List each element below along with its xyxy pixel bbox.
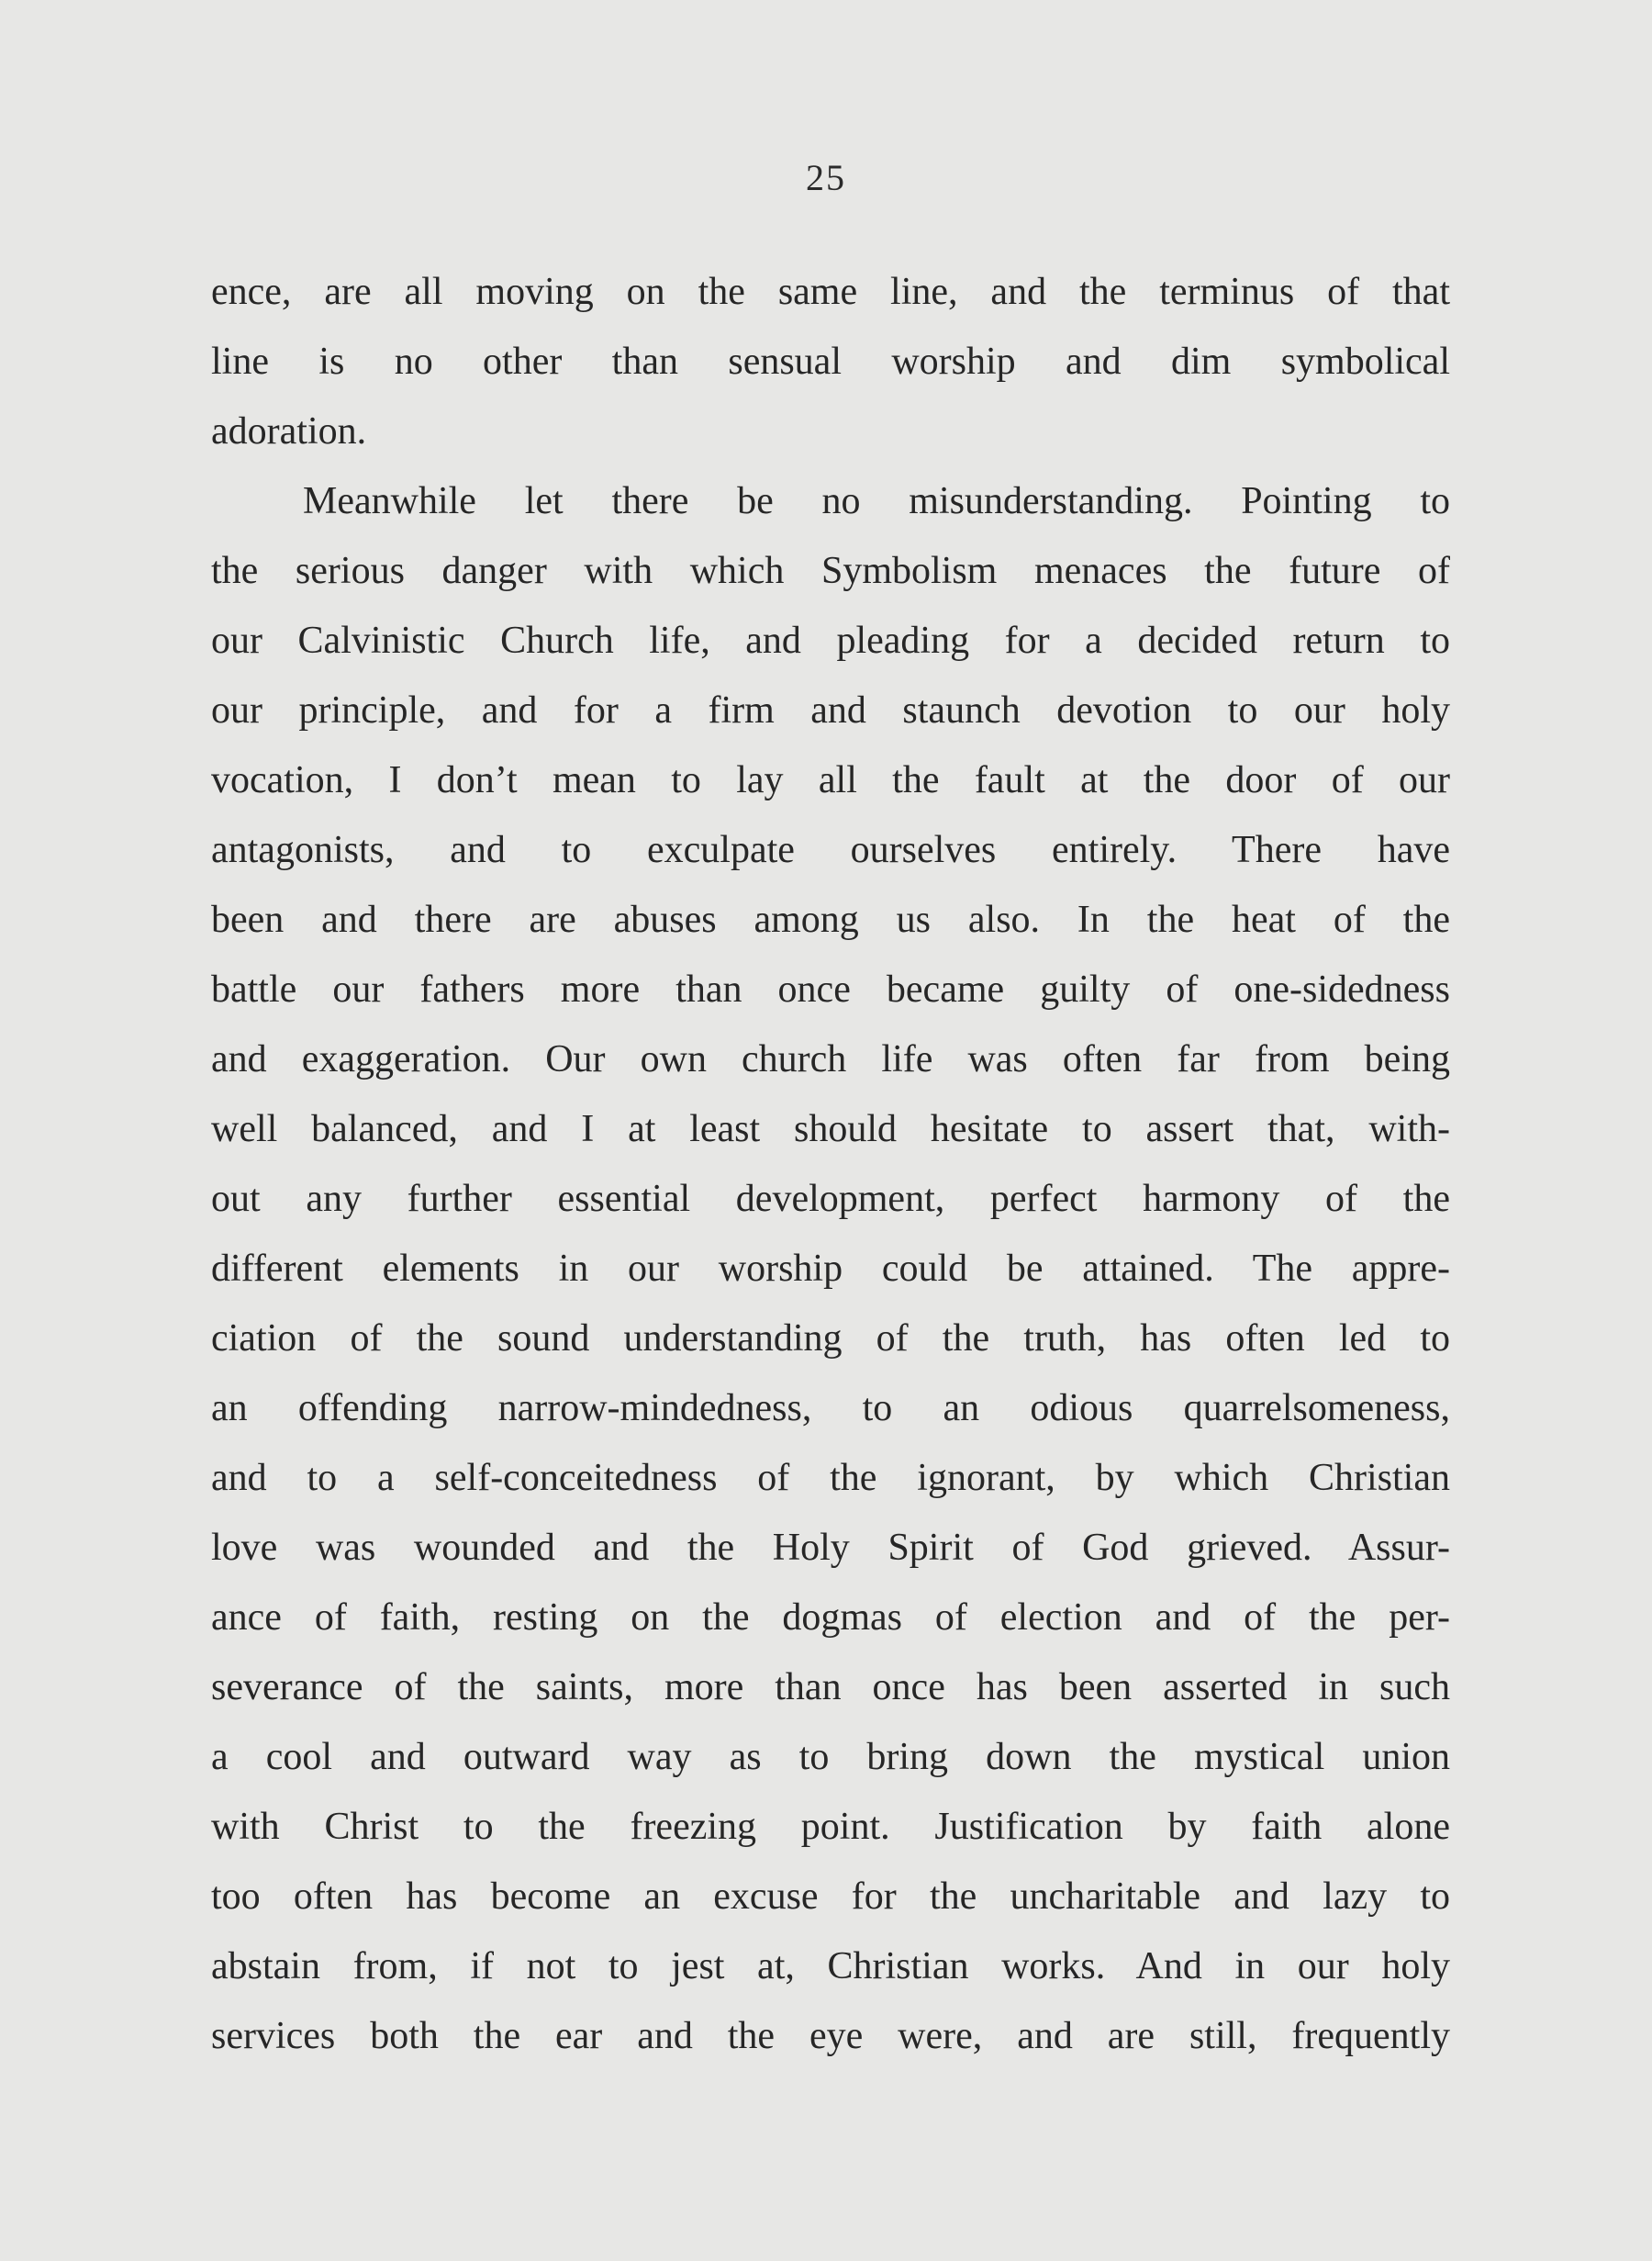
text-line: love was wounded and the Holy Spirit of God grieved. Assur- bbox=[211, 1527, 1450, 1569]
text-line: been and there are abuses among us also. In the heat of the bbox=[211, 899, 1450, 941]
text-line: different elements in our worship could be attained. The appre- bbox=[211, 1248, 1450, 1290]
text-line: severance of the saints, more than once has been asserted in such bbox=[211, 1666, 1450, 1708]
text-line: line is no other than sensual worship and dim symbolical bbox=[211, 341, 1450, 383]
text-line: adoration. bbox=[211, 410, 367, 453]
text-line: the serious danger with which Symbolism menaces the future of bbox=[211, 550, 1450, 592]
text-line: battle our fathers more than once became guilty of one-sidedness bbox=[211, 968, 1450, 1011]
text-line: out any further essential development, perfect harmony of the bbox=[211, 1178, 1450, 1220]
text-line: ance of faith, resting on the dogmas of election and of the per- bbox=[211, 1596, 1450, 1639]
text-line: ciation of the sound understanding of the truth, has often led to bbox=[211, 1317, 1450, 1360]
body-text bbox=[211, 257, 1450, 2071]
text-line: too often has become an excuse for the uncharitable and lazy to bbox=[211, 1875, 1450, 1918]
text-line: abstain from, if not to jest at, Christian works. And in our holy bbox=[211, 1945, 1450, 1987]
text-line: our principle, and for a firm and staunch devotion to our holy bbox=[211, 689, 1450, 732]
text-line: our Calvinistic Church life, and pleading for a decided return to bbox=[211, 620, 1450, 662]
page-number: 25 bbox=[806, 157, 846, 198]
text-line: a cool and outward way as to bring down the mystical union bbox=[211, 1736, 1450, 1778]
text-line: services both the ear and the eye were, and are still, frequently bbox=[211, 2015, 1450, 2057]
text-line: and exaggeration. Our own church life was often far from being bbox=[211, 1038, 1450, 1080]
text-line: well balanced, and I at least should hesitate to assert that, with- bbox=[211, 1108, 1450, 1150]
text-line: an offending narrow-mindedness, to an odious quarrelsomeness, bbox=[211, 1387, 1450, 1429]
text-line: ence, are all moving on the same line, and the terminus of that bbox=[211, 271, 1450, 313]
text-line: antagonists, and to exculpate ourselves entirely. There have bbox=[211, 829, 1450, 871]
text-line: and to a self-conceitedness of the ignorant, by which Christian bbox=[211, 1457, 1450, 1499]
text-line: vocation, I don’t mean to lay all the fault at the door of our bbox=[211, 759, 1450, 801]
text-line: with Christ to the freezing point. Justification by faith alone bbox=[211, 1806, 1450, 1848]
paragraph-first-line: Meanwhile let there be no misunderstanding. Pointing to bbox=[303, 480, 1450, 522]
